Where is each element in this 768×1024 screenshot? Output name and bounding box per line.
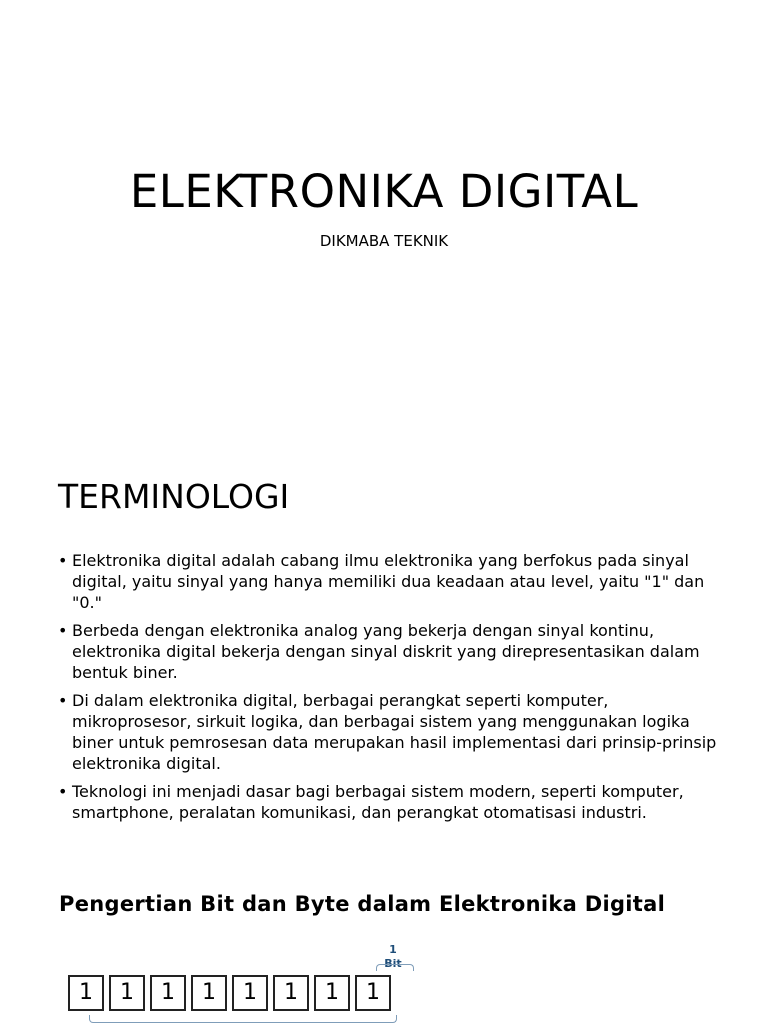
byte-bracket — [89, 1015, 397, 1023]
bit-box: 1 — [109, 975, 145, 1011]
bit-box: 1 — [232, 975, 268, 1011]
bullet-text: Berbeda dengan elektronika analog yang bekerja dengan sinyal kontinu, elektronika digital bekerja dengan sinyal diskrit yang direpresentasikan dalam bentuk biner. — [72, 621, 700, 682]
bit-box: 1 — [150, 975, 186, 1011]
bit-label: 1 Bit — [384, 943, 402, 970]
bit-bracket — [376, 964, 414, 971]
bit-byte-heading: Pengertian Bit dan Byte dalam Elektronika Digital — [59, 892, 666, 916]
bit-box: 1 — [314, 975, 350, 1011]
bullet-item — [58, 550, 718, 613]
bullet-item — [58, 690, 718, 774]
slide-subtitle: DIKMABA TEKNIK — [319, 232, 449, 250]
terminology-heading: TERMINOLOGI — [58, 477, 290, 516]
bullet-text: Elektronika digital adalah cabang ilmu elektronika yang berfokus pada sinyal digital, yaitu sinyal yang hanya memiliki dua keadaan atau level, yaitu "1" dan "0." — [72, 551, 705, 612]
bullet-item — [58, 781, 718, 823]
bullet-text: Teknologi ini menjadi dasar bagi berbagai sistem modern, seperti komputer, smartphone, peralatan komunikasi, dan perangkat otomatisasi industri. — [72, 782, 684, 822]
bullet-dot: • — [58, 691, 68, 710]
bit-row — [68, 975, 396, 1013]
bit-byte-diagram — [60, 935, 440, 1024]
bullet-dot: • — [58, 782, 68, 801]
bullet-dot: • — [58, 621, 68, 640]
bullet-text: Di dalam elektronika digital, berbagai perangkat seperti komputer, mikroprosesor, sirkuit logika, dan berbagai sistem yang menggunakan logika biner untuk pemrosesan data merupakan hasil implementasi dari prinsip-prinsip elektronika digital. — [72, 691, 717, 773]
terminology-bullet-list — [58, 550, 718, 830]
slide-title: ELEKTRONIKA DIGITAL — [129, 165, 639, 218]
bit-box: 1 — [68, 975, 104, 1011]
bit-box: 1 — [191, 975, 227, 1011]
bullet-dot: • — [58, 551, 68, 570]
bullet-item — [58, 620, 718, 683]
bit-box: 1 — [355, 975, 391, 1011]
bit-box: 1 — [273, 975, 309, 1011]
